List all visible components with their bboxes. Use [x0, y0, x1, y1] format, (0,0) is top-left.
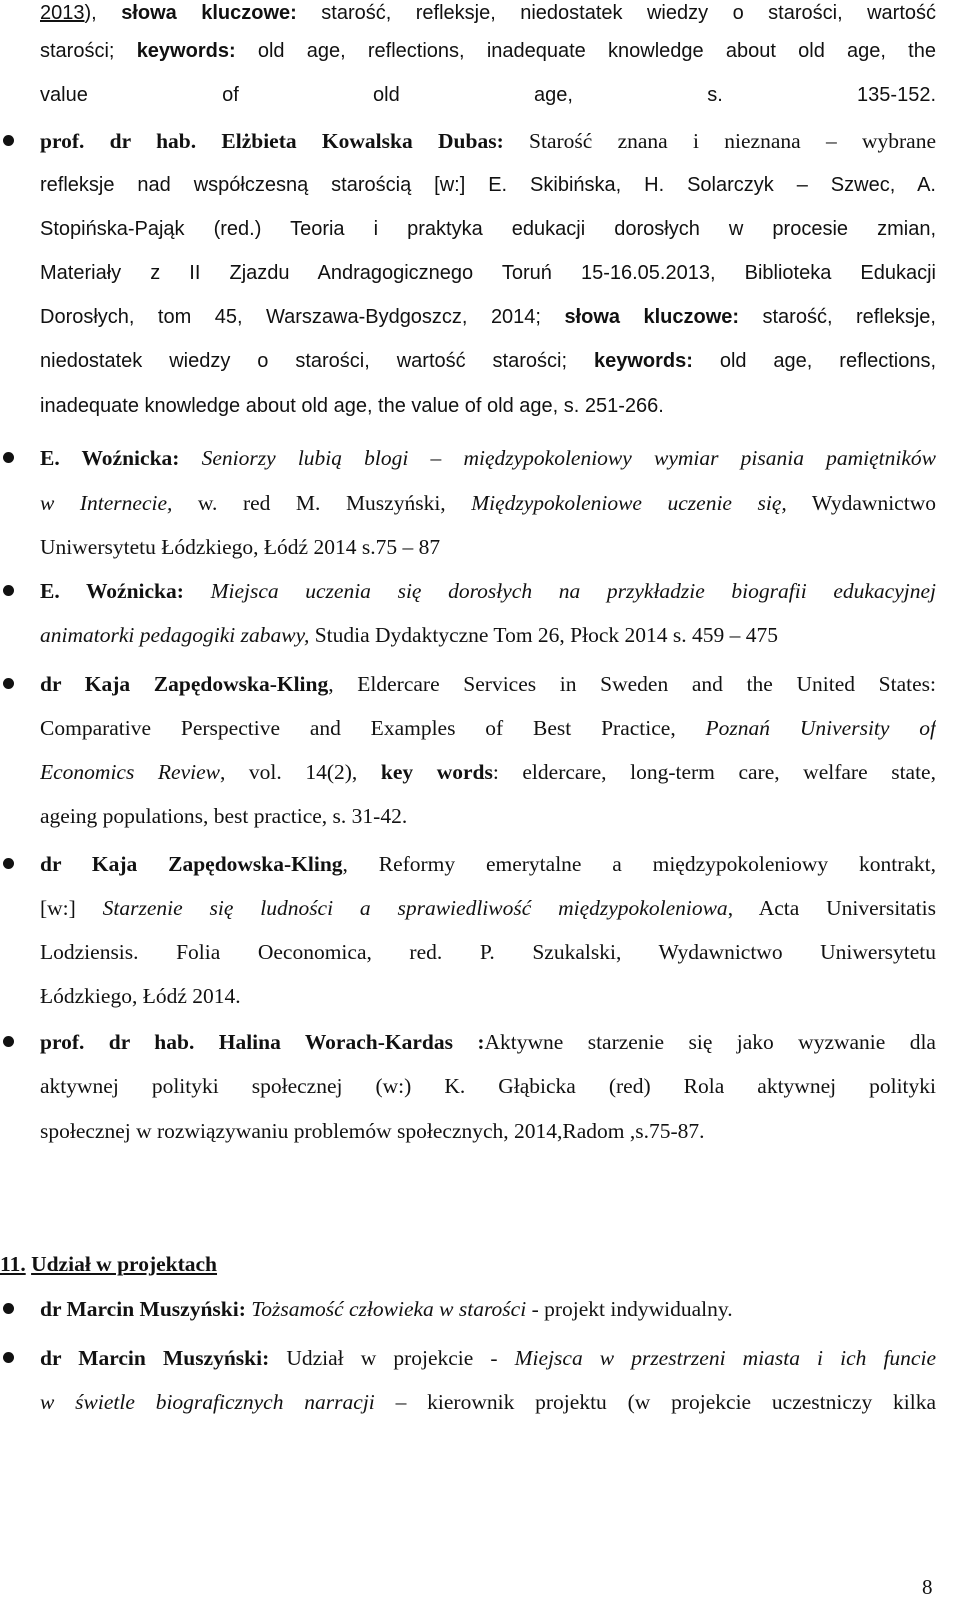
entries-line — [40, 622, 936, 648]
section-heading — [0, 1251, 217, 1277]
entries-line — [40, 490, 936, 516]
bullet-icon — [3, 1036, 14, 1047]
bullet-icon — [3, 135, 14, 146]
entries-line — [40, 803, 936, 829]
text-run: w. red M. Muszyński, — [172, 491, 472, 515]
text-run: starości; — [40, 40, 137, 62]
text-run: dr Marcin Muszyński: — [40, 1346, 270, 1370]
entries-line — [40, 216, 936, 242]
entries-line — [40, 578, 936, 604]
text-run: w Internecie, — [40, 491, 173, 515]
text-run: prof. dr hab. Halina Worach-Kardas : — [40, 1030, 485, 1054]
entries-line — [40, 445, 936, 471]
text-run: Wydawnictwo — [786, 491, 936, 515]
section-number: 11. — [0, 1252, 26, 1276]
text-run: inadequate knowledge about old age, the value of old age, s. 251-266. — [40, 395, 664, 417]
projects-line — [40, 1345, 936, 1371]
entries-line — [40, 1118, 936, 1144]
text-run: Starość znana i nieznana – wybrane — [503, 129, 936, 153]
text-run: keywords: — [136, 40, 236, 62]
entries-line — [40, 128, 936, 154]
text-run: E. Woźnicka: — [40, 579, 184, 603]
text-run: słowa kluczowe: — [121, 2, 297, 24]
projects-line — [40, 1389, 936, 1415]
text-run: animatorki pedagogiki zabawy, — [40, 623, 310, 647]
text-run: Miejsca w przestrzeni miasta i ich funcie — [514, 1346, 936, 1370]
text-run: dr Kaja Zapędowska-Kling — [40, 852, 343, 876]
entries-line — [40, 1073, 936, 1099]
text-run: Studia Dydaktyczne Tom 26, Płock 2014 s. 459 – 475 — [309, 623, 779, 647]
text-run: Materiały z II Zjazdu Andragogicznego Toruń 15-16.05.2013, Biblioteka Edukacji — [40, 262, 936, 284]
page-number: 8 — [922, 1575, 933, 1599]
text-run: 2013 — [40, 2, 85, 24]
text-run: niedostatek wiedzy o starości, wartość starości; — [40, 350, 594, 372]
entries-line — [40, 348, 936, 374]
entries-line — [40, 715, 936, 741]
entries-line — [40, 304, 936, 330]
text-run: ageing populations, best practice, s. 31-42. — [40, 804, 408, 828]
text-run: Łódzkiego, Łódź 2014. — [40, 984, 241, 1008]
text-run: Poznań University of — [705, 716, 936, 740]
text-run: , vol. 14(2), — [219, 760, 381, 784]
text-run: Aktywne starzenie się jako wyzwanie dla — [484, 1030, 936, 1054]
text-run: [w:] — [40, 896, 103, 920]
text-run: ), — [84, 2, 122, 24]
text-run: Udział w projekcie - — [269, 1346, 515, 1370]
entries-line — [40, 1029, 936, 1055]
bullet-icon — [3, 678, 14, 689]
entries-line — [40, 534, 936, 560]
bullet-icon — [3, 1303, 14, 1314]
text-run: Lodziensis. Folia Oeconomica, red. P. Szukalski, Wydawnictwo Uniwersytetu — [40, 940, 936, 964]
text-run: Economics Review — [40, 760, 220, 784]
text-run: - projekt indywidualny. — [526, 1297, 733, 1321]
entries-line — [40, 38, 936, 64]
entries-line — [40, 393, 936, 419]
section-title: Udział w projektach — [31, 1252, 218, 1276]
entries-line — [40, 82, 936, 108]
text-run: dr Marcin Muszyński: — [40, 1297, 246, 1321]
projects-line — [40, 1296, 936, 1322]
text-run: key words — [380, 760, 493, 784]
text-run: Starzenie się ludności a sprawiedliwość międzypokoleniowa — [102, 896, 728, 920]
text-run: old age, reflections, — [692, 350, 936, 372]
text-run: – kierownik projektu (w projekcie uczestniczy kilka — [374, 1390, 936, 1414]
entries-line — [40, 983, 936, 1009]
text-run: , Acta Universitatis — [727, 896, 936, 920]
text-run: Stopińska-Pająk (red.) Teoria i praktyka edukacji dorosłych w procesie zmian, — [40, 218, 936, 240]
text-run: Miejsca uczenia się dorosłych na przykładzie biografii edukacyjnej — [210, 579, 936, 603]
text-run: Międzypokoleniowe uczenie się, — [471, 491, 787, 515]
text-run — [184, 579, 211, 603]
bullet-icon — [3, 452, 14, 463]
text-run: Seniorzy lubią blogi – międzypokoleniowy wymiar pisania pamiętników — [201, 446, 936, 470]
text-run: E. Woźnicka: — [40, 446, 180, 470]
text-run: dr Kaja Zapędowska-Kling — [40, 672, 329, 696]
entries-line — [40, 172, 936, 198]
text-run: : eldercare, long-term care, welfare state, — [492, 760, 936, 784]
bullet-icon — [3, 858, 14, 869]
text-run: value of old age, s. 135-152. — [40, 84, 936, 106]
entries-line — [40, 0, 936, 26]
text-run: słowa kluczowe: — [564, 306, 740, 328]
text-run: społecznej w rozwiązywaniu problemów społecznych, 2014,Radom ,s.75-87. — [40, 1119, 705, 1143]
text-run: aktywnej polityki społecznej (w:) K. Głąbicka (red) Rola aktywnej polityki — [40, 1074, 936, 1098]
text-run: keywords: — [593, 350, 693, 372]
text-run: Comparative Perspective and Examples of Best Practice, — [40, 716, 706, 740]
bullet-icon — [3, 1352, 14, 1363]
text-run — [179, 446, 201, 470]
bullet-icon — [3, 585, 14, 596]
text-run: Uniwersytetu Łódzkiego, Łódź 2014 s.75 – 87 — [40, 535, 441, 559]
text-run: , Eldercare Services in Sweden and the United States: — [328, 672, 936, 696]
text-run: starość, refleksje, — [739, 306, 936, 328]
text-run: , Reformy emerytalne a międzypokoleniowy kontrakt, — [342, 852, 936, 876]
text-run: starość, refleksje, niedostatek wiedzy o starości, wartość — [296, 2, 936, 24]
entries-line — [40, 671, 936, 697]
text-run: refleksje nad współczesną starością [w:] E. Skibińska, H. Solarczyk – Szwec, A. — [40, 174, 936, 196]
text-run: Tożsamość człowieka w starości — [251, 1297, 527, 1321]
entries-line — [40, 260, 936, 286]
text-run: Dorosłych, tom 45, Warszawa-Bydgoszcz, 2014; — [40, 306, 565, 328]
entries-line — [40, 895, 936, 921]
text-run: w świetle biograficznych narracji — [40, 1390, 375, 1414]
entries-line — [40, 851, 936, 877]
entries-line — [40, 939, 936, 965]
text-run: old age, reflections, inadequate knowledge about old age, the — [235, 40, 936, 62]
text-run: prof. dr hab. Elżbieta Kowalska Dubas: — [40, 129, 504, 153]
entries-line — [40, 759, 936, 785]
